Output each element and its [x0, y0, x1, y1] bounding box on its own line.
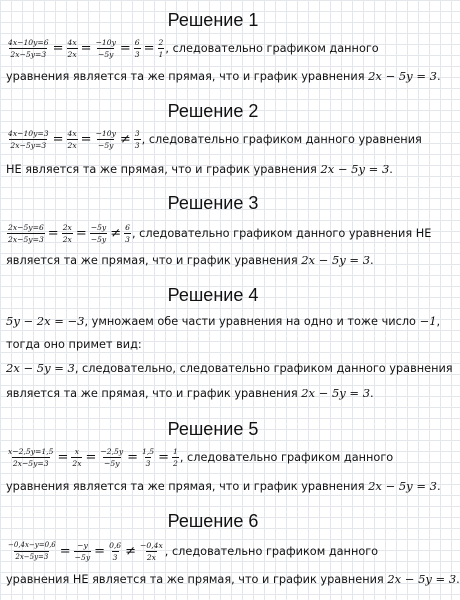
solution-3-formula-line: $\frac{2x-5y=6}{2x-5y=3}$ = $\frac{2x}{2x}$ = $\frac{-5y}{-5y}$ ≠ $\frac{6}{3}$ , следовательно графиком данного уравнения НЕ: [8, 222, 432, 244]
solution-6-title: Решение 6: [167, 511, 259, 531]
solution-6-formula-line: $\frac{-0,4x-y=0,6}{2x-5y=3}$ = $\frac{-y}{-5y}$ = $\frac{0,6}{3}$ ≠ $\frac{-0,4x}{2x}$ , следовательно графиком данного: [8, 540, 379, 562]
solution-4-line-2: тогда оно примет вид:: [6, 338, 142, 351]
equation: 2x − 5y = 3: [301, 386, 371, 400]
fraction: $\frac{4x-10y=6}{2x-5y=3}$: [8, 37, 49, 59]
solution-1-formula-line: $\frac{4x-10y=6}{2x-5y=3}$ = $\frac{4x}{2x}$ = $\frac{-10y}{-5y}$ = $\frac{6}{3}$ = $\frac{2}{1}$ , следовательно графиком данного: [8, 37, 379, 59]
fraction: $\frac{-10y}{-5y}$: [95, 128, 116, 150]
fraction: $\frac{x}{2x}$: [72, 446, 82, 468]
equation: 2x − 5y = 3: [301, 253, 371, 267]
fraction: $\frac{4x}{2x}$: [67, 37, 77, 59]
equation: 2x − 5y = 3: [368, 479, 437, 493]
solution-1-text: , следовательно графиком данного: [165, 41, 379, 55]
fraction: $\frac{-0,4x-y=0,6}{2x-5y=3}$: [8, 540, 56, 561]
solution-4-conclusion: является та же прямая, что и график уравнения 2x − 5y = 3.: [6, 386, 374, 400]
solution-2-formula-line: $\frac{4x-10y=3}{2x-5y=3}$ = $\frac{4x}{2x}$ = $\frac{-10y}{-5y}$ ≠ $\frac{3}{3}$ , следовательно графиком данного уравнения: [8, 128, 422, 150]
solution-6-text: , следовательно графиком данного: [164, 544, 379, 558]
solution-6-conclusion: уравнения НЕ является та же прямая, что и график уравнения 2x − 5y = 3.: [6, 572, 460, 586]
solution-4-title: Решение 4: [167, 285, 259, 305]
fraction: $\frac{-2,5y}{-5y}$: [100, 446, 124, 468]
solution-5: [0, 418, 426, 440]
equation: 2x − 5y = 3: [6, 361, 75, 375]
fraction: $\frac{-5y}{-5y}$: [90, 222, 107, 244]
equation: 2x − 5y = 3: [387, 572, 457, 586]
fraction: $\frac{2x}{2x}$: [62, 222, 72, 244]
equation: 2x − 5y = 3: [368, 69, 437, 83]
equation: 5y − 2x = −3: [6, 314, 85, 328]
fraction: $\frac{1,5}{3}$: [142, 446, 155, 468]
fraction: $\frac{0,6}{3}$: [109, 540, 122, 562]
solution-1-conclusion: уравнения является та же прямая, что и график уравнения 2x − 5y = 3.: [6, 69, 441, 83]
solution-3-text: , следовательно графиком данного уравнения НЕ: [131, 226, 432, 240]
solution-2: [0, 100, 426, 122]
fraction: $\frac{6}{3}$: [134, 37, 140, 59]
number: −1: [419, 314, 437, 328]
solution-5-text: , следовательно графиком данного: [179, 450, 394, 464]
solution-2-text: , следовательно графиком данного уравнения: [141, 132, 422, 146]
fraction: $\frac{3}{3}$: [134, 128, 140, 150]
solution-1-title: Решение 1: [167, 10, 259, 30]
solution-2-title: Решение 2: [167, 101, 259, 121]
fraction: $\frac{-y}{-5y}$: [74, 540, 91, 562]
solution-3: [0, 192, 426, 214]
solution-4: [0, 284, 426, 306]
fraction: $\frac{1}{2}$: [173, 446, 178, 468]
fraction: $\frac{x-2,5y=1,5}{2x-5y=3}$: [8, 446, 54, 468]
solution-4-line-3: 2x − 5y = 3, следовательно, следовательно графиком данного уравнения: [6, 361, 453, 375]
fraction: $\frac{-10y}{-5y}$: [95, 37, 116, 59]
fraction: $\frac{-0,4x}{2x}$: [140, 540, 163, 562]
fraction: $\frac{6}{3}$: [125, 222, 130, 244]
solution-6: [0, 510, 426, 532]
fraction: $\frac{4x}{2x}$: [67, 128, 77, 150]
solution-5-formula-line: $\frac{x-2,5y=1,5}{2x-5y=3}$ = $\frac{x}{2x}$ = $\frac{-2,5y}{-5y}$ = $\frac{1,5}{3}$ = $\frac{1}{2}$ , следовательно графиком данного: [8, 446, 394, 468]
fraction: $\frac{2}{1}$: [158, 37, 164, 59]
solution-3-conclusion: является та же прямая, что и график уравнения 2x − 5y = 3.: [6, 253, 374, 267]
solution-1: [0, 9, 426, 31]
solution-5-title: Решение 5: [167, 419, 259, 439]
solution-2-conclusion: НЕ является та же прямая, что и график уравнения 2x − 5y = 3.: [6, 162, 393, 176]
solution-3-title: Решение 3: [167, 193, 259, 213]
solution-5-conclusion: уравнения является та же прямая, что и график уравнения 2x − 5y = 3.: [6, 479, 441, 493]
fraction: $\frac{4x-10y=3}{2x-5y=3}$: [8, 128, 49, 150]
equation: 2x − 5y = 3: [320, 162, 390, 176]
solution-4-line-1: 5y − 2x = −3, умножаем обе части уравнения на одно и тоже число −1,: [6, 314, 441, 328]
fraction: $\frac{2x-5y=6}{2x-5y=3}$: [8, 222, 44, 244]
